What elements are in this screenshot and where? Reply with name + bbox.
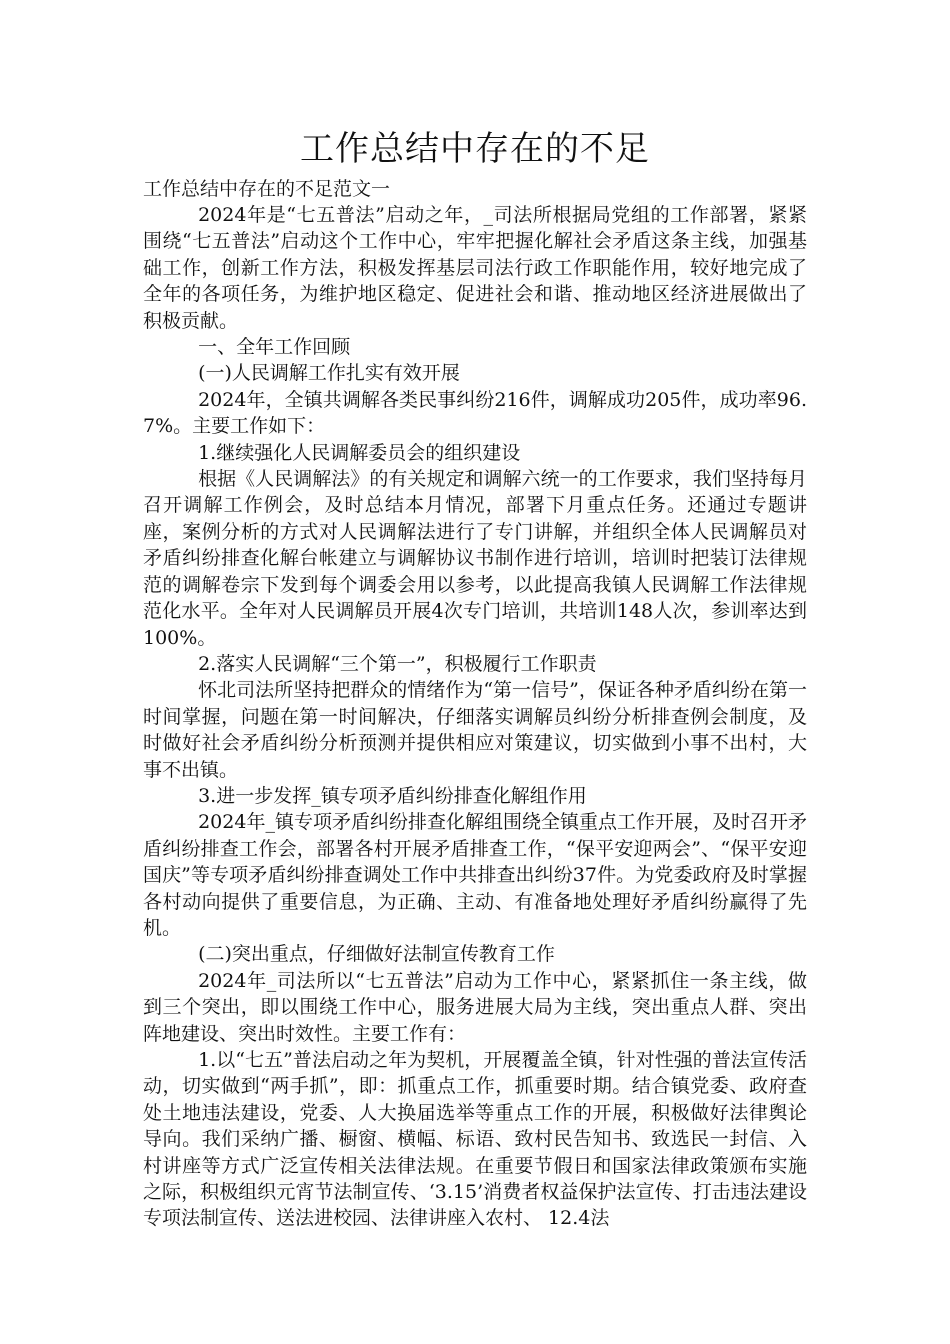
body-paragraph: 2024年是“七五普法”启动之年，_司法所根据局党组的工作部署，紧紧围绕“七五普法”启动这个工作中心，牢牢把握化解社会矛盾这条主线，加强基础工作，创新工作方法，积极发挥基层司法行政工作职能作用，较好地完成了全年的各项任务，为维护地区稳定、促进社会和谐、推动地区经济进展做出了积极贡献。 — [143, 204, 807, 332]
document-subtitle: 工作总结中存在的不足范文一 — [143, 178, 391, 200]
document-title: 工作总结中存在的不足 — [300, 129, 650, 169]
body-paragraph: 怀北司法所坚持把群众的情绪作为“第一信号”，保证各种矛盾纠纷在第一时间掌握，问题在第一时间解决，仔细落实调解员纠纷分析排查例会制度，及时做好社会矛盾纠纷分析预测并提供相应对策建议，切实做到小事不出村，大事不出镇。 — [143, 679, 807, 781]
body-paragraph: 2024年_司法所以“七五普法”启动为工作中心，紧紧抓住一条主线，做到三个突出，即以围绕工作中心，服务进展大局为主线，突出重点人群、突出阵地建设、突出时效性。主要工作有： — [143, 969, 807, 1045]
section-heading: 一、全年工作回顾 — [198, 336, 351, 359]
document-page — [143, 128, 807, 1232]
section-heading: 1.继续强化人民调解委员会的组织建设 — [198, 441, 521, 464]
body-paragraph: 2024年_镇专项矛盾纠纷排查化解组围绕全镇重点工作开展，及时召开矛盾纠纷排查工作会，部署各村开展矛盾排查工作，“保平安迎两会”、“保平安迎国庆”等专项矛盾纠纷排查调处工作中共排查出纠纷37件。为党委政府及时掌握各村动向提供了重要信息，为正确、主动、有准备地处理好矛盾纠纷赢得了先机。 — [143, 811, 807, 939]
body-paragraph: 1.以“七五”普法启动之年为契机，开展覆盖全镇，针对性强的普法宣传活动，切实做到“两手抓”，即：抓重点工作，抓重要时期。结合镇党委、政府查处土地违法建设，党委、人大换届选举等重点工作的开展，积极做好法律舆论导向。我们采纳广播、橱窗、横幅、标语、致村民告知书、致选民一封信、入村讲座等方式广泛宣传相关法律法规。在重要节假日和国家法律政策颁布实施之际，积极组织元宵节法制宣传、‘3.15’消费者权益保护法宣传、打击违法建设专项法制宣传、送法进校园、法律讲座入农村、 12.4法 — [143, 1049, 807, 1230]
body-paragraph: 2024年，全镇共调解各类民事纠纷216件，调解成功205件，成功率96.7%。主要工作如下： — [143, 388, 807, 438]
section-heading: 2.落实人民调解“三个第一”，积极履行工作职责 — [198, 652, 597, 675]
section-heading: (一)人民调解工作扎实有效开展 — [198, 362, 460, 385]
document-body — [143, 202, 807, 1232]
body-paragraph: 根据《人民调解法》的有关规定和调解六统一的工作要求，我们坚持每月召开调解工作例会，及时总结本月情况，部署下月重点任务。还通过专题讲座，案例分析的方式对人民调解法进行了专门讲解，并组织全体人民调解员对矛盾纠纷排查化解台帐建立与调解协议书制作进行培训，培训时把装订法律规范的调解卷宗下发到每个调委会用以参考，以此提高我镇人民调解工作法律规范化水平。全年对人民调解员开展4次专门培训，共培训148人次，参训率达到100%。 — [143, 468, 807, 649]
section-heading: (二)突出重点，仔细做好法制宣传教育工作 — [198, 943, 555, 966]
section-heading: 3.进一步发挥_镇专项矛盾纠纷排查化解组作用 — [198, 784, 587, 807]
